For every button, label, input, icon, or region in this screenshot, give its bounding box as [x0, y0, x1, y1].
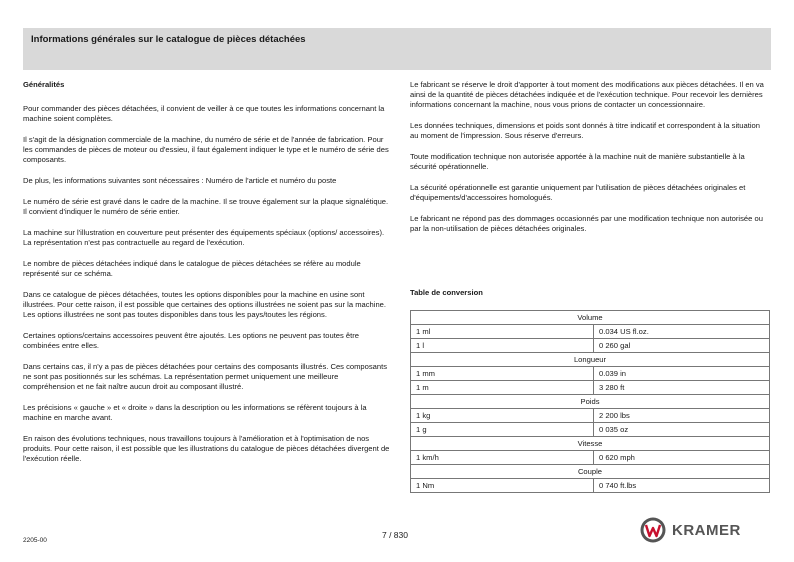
group-label: Longueur [411, 353, 770, 367]
paragraph: Pour commander des pièces détachées, il convient de veiller à ce que toutes les informations concernant la machine soient complètes. [23, 104, 385, 123]
right-column [410, 80, 770, 245]
paragraph: Il s'agit de la désignation commerciale de la machine, du numéro de série et de l'année de fabrication. Pour les commandes de pièces de moteur ou d'essieu, il faut également indiquer le type et le numéro de série des composants. [23, 135, 389, 164]
table-cell: 1 km/h [411, 451, 594, 465]
table-group-row [411, 395, 770, 409]
table-cell: 1 kg [411, 409, 594, 423]
paragraph: De plus, les informations suivantes sont nécessaires : Numéro de l'article et numéro du poste [23, 176, 337, 185]
paragraph: La sécurité opérationnelle est garantie uniquement par l'utilisation de pièces détachées originales et d'équipements/d'accessoires homologués. [410, 183, 746, 202]
table-group-row [411, 353, 770, 367]
table-row [411, 381, 770, 395]
group-label: Volume [411, 311, 770, 325]
paragraph: La machine sur l'illustration en couverture peut présenter des équipements spéciaux (options/ accessoires). La représentation n'est pas contractuelle au regard de l'exécution. [23, 228, 385, 247]
left-column [23, 80, 391, 475]
section-title: Généralités [23, 80, 65, 89]
table-title: Table de conversion [410, 288, 483, 297]
table-group-row [411, 437, 770, 451]
conversion-table [410, 310, 770, 493]
brand-name: KRAMER [672, 521, 741, 539]
paragraph: Les précisions « gauche » et « droite » dans la description ou les informations se réfèrent toujours à la machine en marche avant. [23, 403, 367, 422]
table-cell: 0 035 oz [594, 423, 770, 437]
table-group-row [411, 465, 770, 479]
page-header [23, 28, 771, 70]
table-row [411, 367, 770, 381]
table-row [411, 479, 770, 493]
table-cell: 3 280 ft [594, 381, 770, 395]
paragraph: Le nombre de pièces détachées indiqué dans le catalogue de pièces détachées se réfère au module représenté sur ce schéma. [23, 259, 361, 278]
table-cell: 1 g [411, 423, 594, 437]
table-cell: 1 Nm [411, 479, 594, 493]
paragraph: Le fabricant ne répond pas des dommages occasionnés par une modification technique non autorisée ou par la non-utilisation de pièces détachées originales. [410, 214, 763, 233]
table-row [411, 451, 770, 465]
table-cell: 1 m [411, 381, 594, 395]
paragraph: Dans certains cas, il n'y a pas de pièces détachées pour certains des composants illustrés. Ces composants ne sont pas positionnés sur les schémas. La représentation permet uniquement une meilleure compréhension et ne fait naître aucun droit au composant illustré. [23, 362, 388, 391]
table-group-row [411, 311, 770, 325]
paragraph: Les données techniques, dimensions et poids sont donnés à titre indicatif et correspondent à la situation au moment de l'impression. Sous réserve d'erreurs. [410, 121, 760, 140]
group-label: Vitesse [411, 437, 770, 451]
table-cell: 0 620 mph [594, 451, 770, 465]
table-cell: 1 ml [411, 325, 594, 339]
table-cell: 1 mm [411, 367, 594, 381]
table-row [411, 409, 770, 423]
table-row [411, 325, 770, 339]
table-cell: 2 200 lbs [594, 409, 770, 423]
table-row [411, 339, 770, 353]
table-row [411, 423, 770, 437]
page-number: 7 / 830 [382, 530, 408, 540]
paragraph: Le numéro de série est gravé dans le cadre de la machine. Il se trouve également sur la plaque signalétique. Il convient d'indiquer le numéro de série entier. [23, 197, 389, 216]
paragraph: En raison des évolutions techniques, nous travaillons toujours à l'amélioration et à l'optimisation de nos produits. Pour cette raison, il est possible que les illustrations du catalogue de pièces détachées divergent de l'exécution réelle. [23, 434, 390, 463]
paragraph: Certaines options/certains accessoires peuvent être ajoutés. Les options ne peuvent pas toutes être combinées entre elles. [23, 331, 360, 350]
table-cell: 1 l [411, 339, 594, 353]
table-cell: 0 260 gal [594, 339, 770, 353]
paragraph: Toute modification technique non autorisée apportée à la machine nuit de manière substantielle à la sécurité opérationnelle. [410, 152, 745, 171]
group-label: Poids [411, 395, 770, 409]
table-cell: 0.034 US fl.oz. [594, 325, 770, 339]
group-label: Couple [411, 465, 770, 479]
table-cell: 0 740 ft.lbs [594, 479, 770, 493]
table-cell: 0.039 in [594, 367, 770, 381]
paragraph: Le fabricant se réserve le droit d'apporter à tout moment des modifications aux pièces détachées. Il en va ainsi de la quantité de pièces détachées indiquée et de l'exécution technique. Pour recevoir les dernières informations concernant la machine, nous vous prions de contacter un concessionnaire. [410, 80, 764, 109]
kramer-logo-icon [640, 517, 666, 543]
paragraph: Dans ce catalogue de pièces détachées, toutes les options disponibles pour la machine en usine sont illustrées. Pour cette raison, il est possible que certaines des options illustrées ne soient pas sur la machine. Les options illustrées ne sont pas toutes disponibles dans tous les pays/toutes les régions. [23, 290, 387, 319]
document-code: 2205-00 [23, 537, 47, 544]
brand-logo [640, 517, 741, 543]
page-title: Informations générales sur le catalogue de pièces détachées [31, 34, 306, 45]
